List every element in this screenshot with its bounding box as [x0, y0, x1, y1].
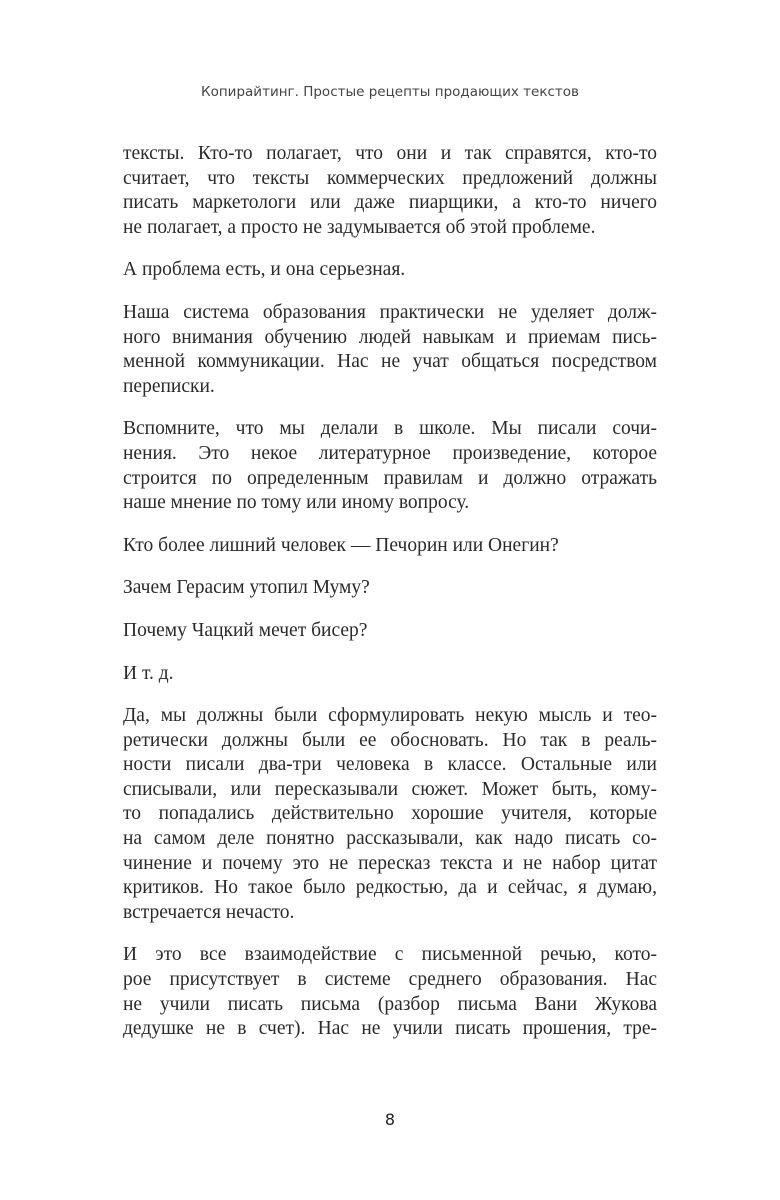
- text-line: А проблема есть, и она серьезная.: [123, 259, 406, 281]
- text-line: наше мнение по тому или иному вопросу.: [123, 492, 470, 514]
- text-line: считает, что тексты коммерческих предложений должны: [123, 167, 657, 189]
- paragraph: [123, 704, 657, 925]
- text-line: Да, мы должны были сформулировать некую мысль и тео-: [123, 705, 657, 727]
- text-line: то попадались действительно хорошие учителя, которые: [123, 803, 657, 825]
- paragraph: [123, 619, 657, 644]
- text-line: ретически должны были ее обосновать. Но так в реаль-: [123, 729, 657, 751]
- text-line: ного внимания обучению людей навыкам и приемам пись-: [123, 326, 657, 348]
- text-line: дедушке не в счет). Нас не учили писать прошения, тре-: [123, 1018, 657, 1040]
- text-line: тексты. Кто-то полагает, что они и так справятся, кто-то: [123, 143, 657, 164]
- text-line: Почему Чацкий мечет бисер?: [123, 619, 368, 641]
- text-line: Зачем Герасим утопил Муму?: [123, 577, 370, 599]
- paragraph: [123, 576, 657, 601]
- text-line: не учили писать письма (разбор письма Вани Жукова: [123, 993, 657, 1015]
- text-line: на самом деле понятно рассказывали, как надо писать со-: [123, 828, 657, 850]
- text-line: менной коммуникации. Нас не учат общаться посредством: [123, 351, 657, 373]
- running-header: Копирайтинг. Простые рецепты продающих текстов: [201, 84, 579, 100]
- text-line: не полагает, а просто не задумывается об этой проблеме.: [123, 216, 596, 238]
- text-line: переписки.: [123, 375, 215, 397]
- paragraph: [123, 534, 657, 559]
- text-line: строится по определенным правилам и должно отражать: [123, 467, 657, 489]
- paragraph: [123, 301, 657, 399]
- text-line: Наша система образования практически не уделяет долж-: [123, 301, 657, 323]
- text-line: встречается нечасто.: [123, 901, 295, 923]
- text-line: Вспомните, что мы делали в школе. Мы писали сочи-: [123, 418, 657, 440]
- text-line: И это все взаимодействие с письменной речью, кото-: [123, 944, 657, 966]
- paragraph: [123, 142, 657, 240]
- text-line: списывали, или пересказывали сюжет. Может быть, кому-: [123, 778, 657, 800]
- body-text: [123, 142, 657, 1060]
- text-line: нения. Это некое литературное произведение, которое: [123, 442, 657, 464]
- paragraph: [123, 943, 657, 1041]
- text-line: критиков. Но такое было редкостью, да и сейчас, я думаю,: [123, 877, 657, 899]
- text-line: ности писали два-три человека в классе. Остальные или: [123, 754, 657, 776]
- paragraph: [123, 417, 657, 515]
- text-line: писать маркетологи или даже пиарщики, а кто-то ничего: [123, 192, 657, 214]
- paragraph: [123, 662, 657, 687]
- paragraph: [123, 258, 657, 283]
- text-line: рое присутствует в системе среднего образования. Нас: [123, 969, 657, 991]
- text-line: чинение и почему это не пересказ текста и не набор цитат: [123, 852, 657, 874]
- text-line: Кто более лишний человек — Печорин или Онегин?: [123, 534, 559, 556]
- text-line: И т. д.: [123, 662, 174, 684]
- page-number: 8: [384, 1110, 396, 1129]
